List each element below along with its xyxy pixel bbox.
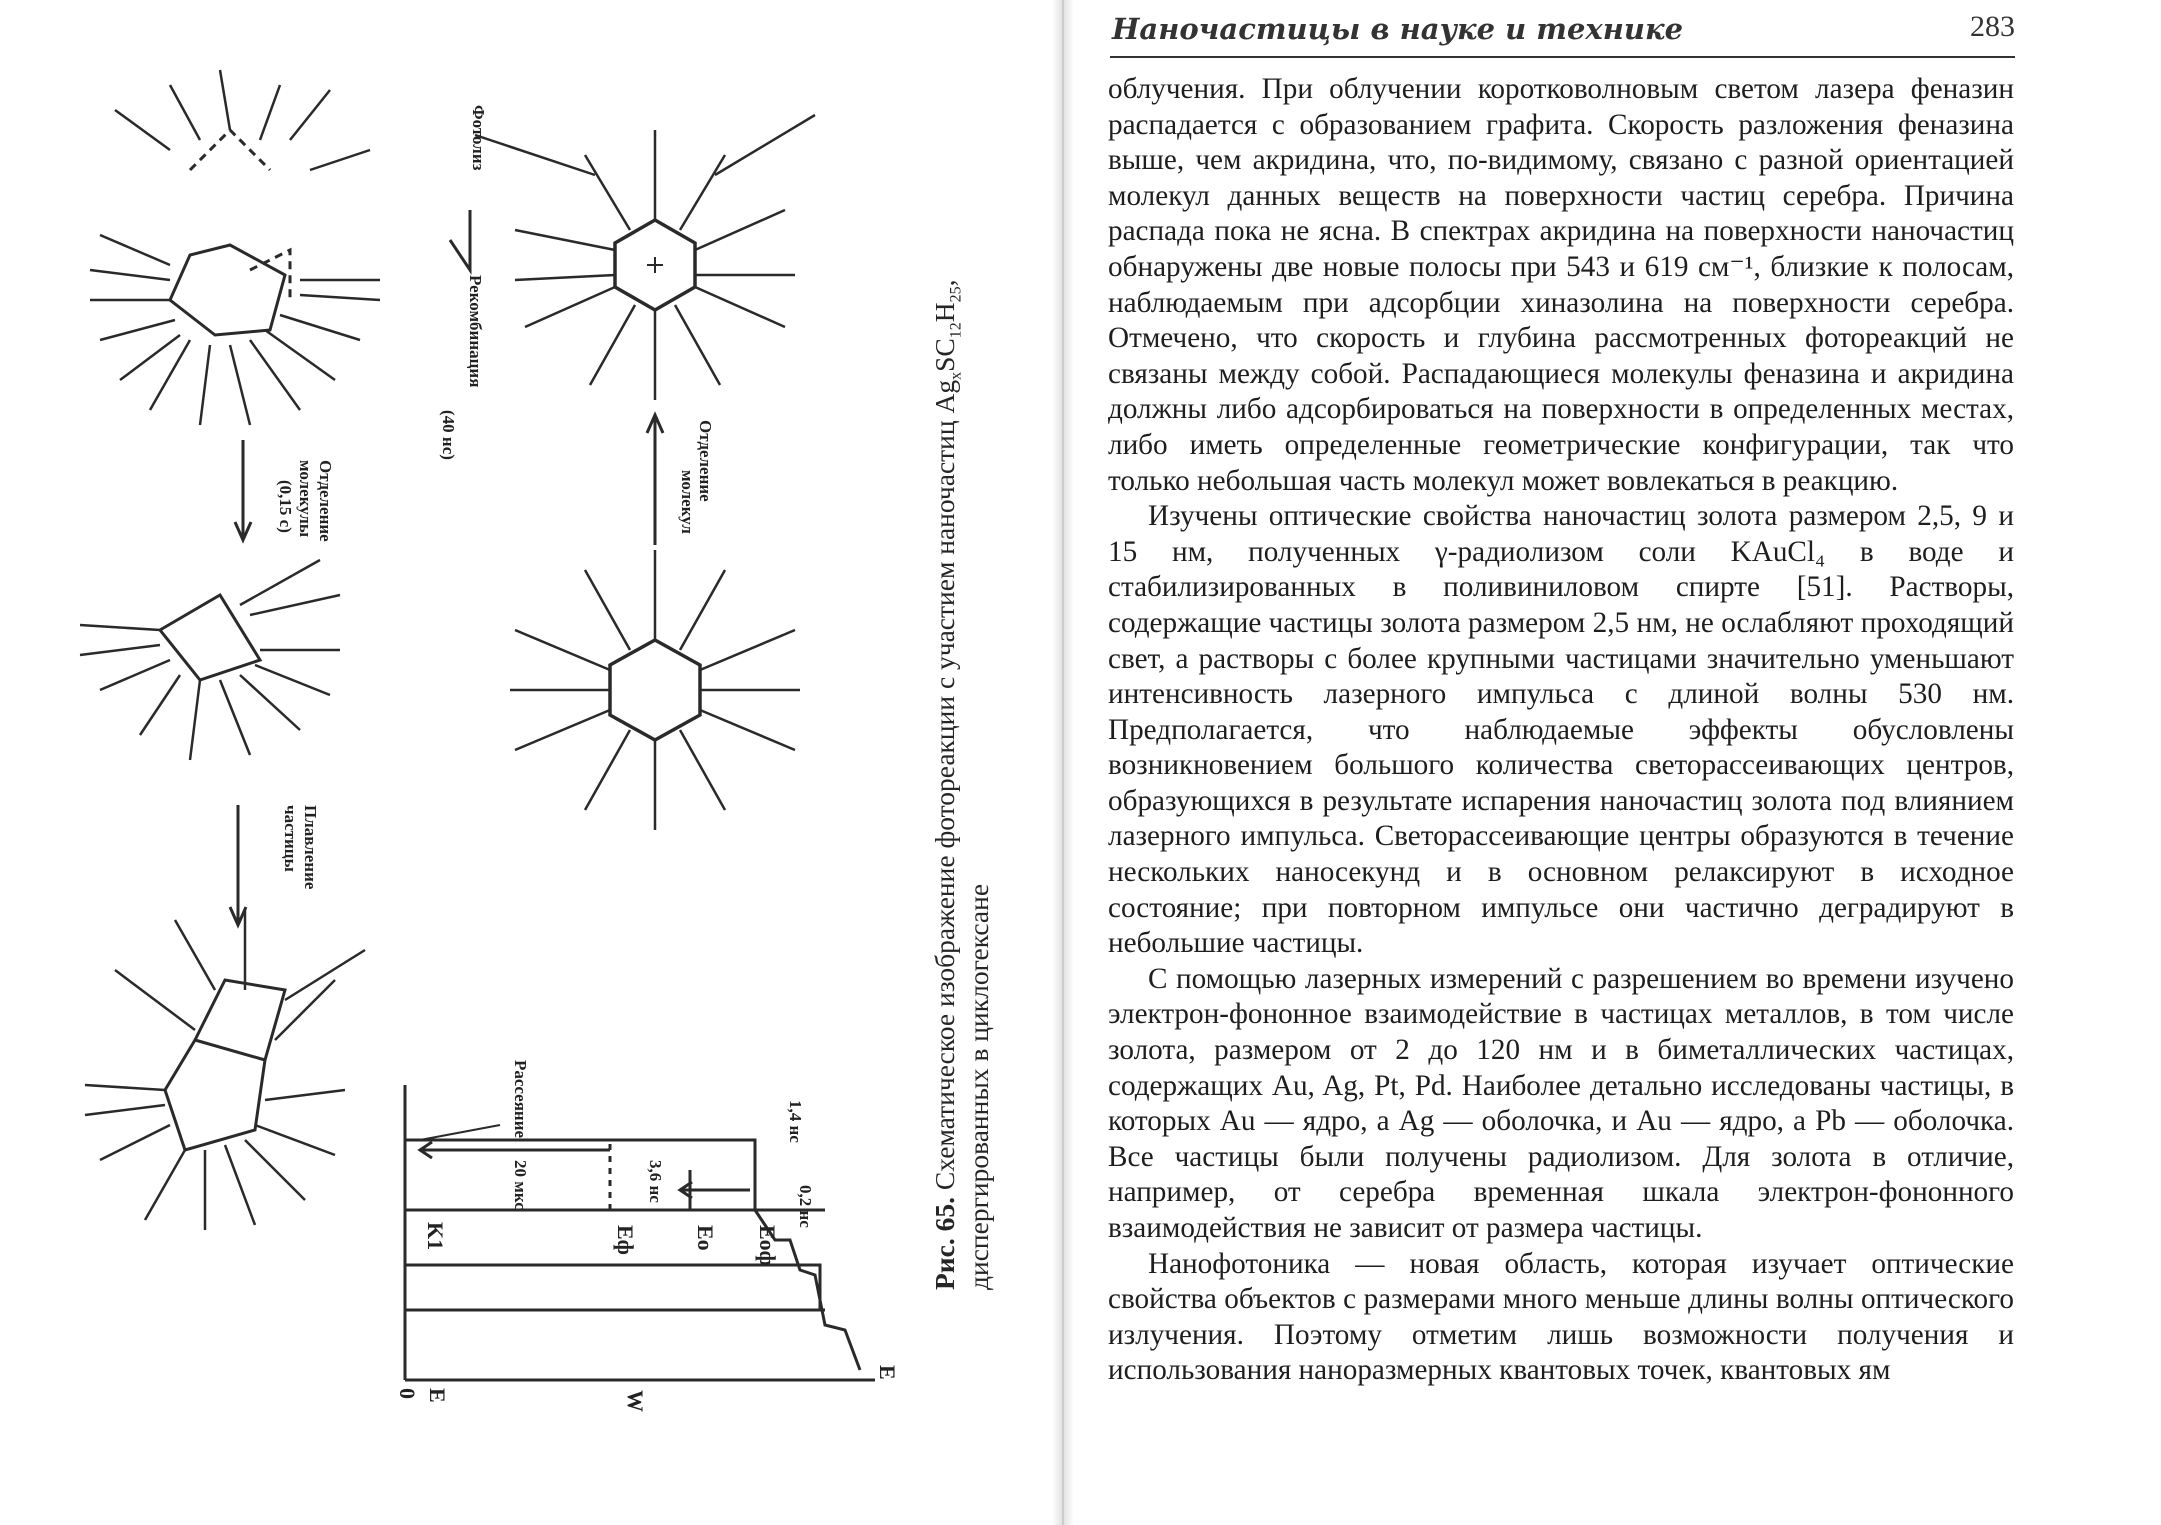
label-eprime: E [875,1365,900,1380]
body-text [1108,72,2014,1389]
caption-sub-25: 25 [947,286,965,303]
caption-sc: SC [929,338,960,372]
label-e-axis: E [425,1388,450,1403]
particle-cluster-2 [80,560,340,760]
arrow-photolysis [450,210,470,270]
paragraph-3: С помощью лазерных измерений с разрешением во времени изучено электрон-фононное взаимодействие в частицах металлов, в том числе золота, размером от 2 до 120 нм и в биметаллических частицах, содержащих Au, Ag, Pt, Pd. Наиболее детально исследованы частицы, в которых Au — ядро, а Ag — оболочка, и Au — ядро, а Pb — оболочка. Все частицы были получены радиолизом. Для золота в отличие, например, от серебра временная шкала электрон-фононного взаимодействия не зависит от размера частицы. [1108,962,2014,1244]
label-zero: 0 [395,1388,420,1399]
label-ef: Eф [613,1225,638,1255]
paragraph-2: Изучены оптические свойства наночастиц золота размером 2,5, 9 и 15 нм, полученных γ-радиолизом соли KAuCl₄ в воде и стабилизированных в поливиниловом спирте [51]. Растворы, содержащие частицы золота размером 2,5 нм, не ослабляют проходящий свет, а растворы с более крупными частицами значительно уменьшают интенсивность лазерного импульса с длиной волны 530 нм. Предполагается, что наблюдаемые эффекты обусловлены возникновением большого количества светорассеивающих центров, образующихся в результате испарения наночастиц золота под влиянием лазерного импульса. Светорассеивающие центры образуются в течение нескольких наносекунд и в основном релаксируют в исходное состояние; при повторном импульсе они частично деградируют в небольшие частицы. [1108,500,2014,960]
label-desorption-sub: молекулы [296,460,315,538]
label-melting: Плавление [301,805,320,890]
caption-sub-12: 12 [947,322,965,339]
arrow-desorption [235,440,251,540]
arrow-melting [230,805,246,925]
label-separation: Отделение [696,420,715,502]
caption-text: Схематическое изображение фотореакции с участием наночастиц Ag [929,379,960,1191]
running-header [1110,8,2015,58]
caption-label: Рис. 65. [929,1197,960,1290]
label-desorption-time: (0,15 с) [276,480,295,533]
particle-cluster-1 [90,70,380,425]
label-recombination: Рекомбинация [466,275,485,388]
label-photolysis: Фотолиз [469,105,488,171]
figure-65-diagram [0,0,1060,1525]
label-20mks: 20 мкс [511,1160,530,1210]
particle-cluster-3 [85,910,365,1230]
caption-end: , диспергированных в циклогексане [929,279,994,1290]
caption-sub-x: x [947,371,965,380]
figure-caption [928,120,1018,1290]
label-eo: Eо [693,1225,718,1251]
label-k1: K1 [423,1222,448,1251]
arrow-separation [647,415,663,545]
label-w-axis: W [623,1390,648,1412]
label-melting-sub: частицы [281,805,300,872]
particle-cluster-5 [510,550,800,830]
paragraph-1: облучения. При облучении коротковолновым светом лазера феназин распадается с образованием графита. Скорость разложения феназина выше, чем акридина, что, по-видимому, связано с разной ориентацией молекул данных веществ на поверхности частиц серебра. Причина распада пока не ясна. В спектрах акридина на поверхности наночастиц обнаружены две новые полосы при 543 и 619 см⁻¹, близкие к полосам, наблюдаемым при адсорбции хиназолина на поверхности серебра. Отмечено, что скорость и глубина рассмотренных фотореакций не связаны между собой. Распадающиеся молекулы феназина и акридина должны либо адсорбироваться на поверхности в определенных местах, либо иметь определенные геометрические конфигурации, так что только небольшая часть молекул может вовлекаться в реакцию. [1108,73,2014,497]
label-recombination-time: (40 нс) [439,410,458,460]
label-desorption: Отделение [316,460,335,542]
label-14ns: 1,4 нс [786,1100,805,1143]
running-title: Наночастицы в науке и технике [1112,12,1684,46]
label-scattering: Рассеяние [511,1060,530,1139]
paragraph-4: Нанофотоника — новая область, которая изучает оптические свойства объектов с размерами много меньше длины волны оптического излучения. Поэтому отметим лишь возможности получения и использования наноразмерных квантовых точек, квантовых ям [1108,1247,2014,1387]
label-36ns: 3,6 нс [646,1160,665,1203]
caption-h: H [929,302,960,323]
label-02ns: 0,2 нс [796,1185,815,1228]
particle-cluster-4 [475,115,815,400]
label-separation-sub: молекул [678,470,697,534]
page-number: 283 [1970,10,2015,43]
label-eoo: Eоф [755,1225,780,1266]
